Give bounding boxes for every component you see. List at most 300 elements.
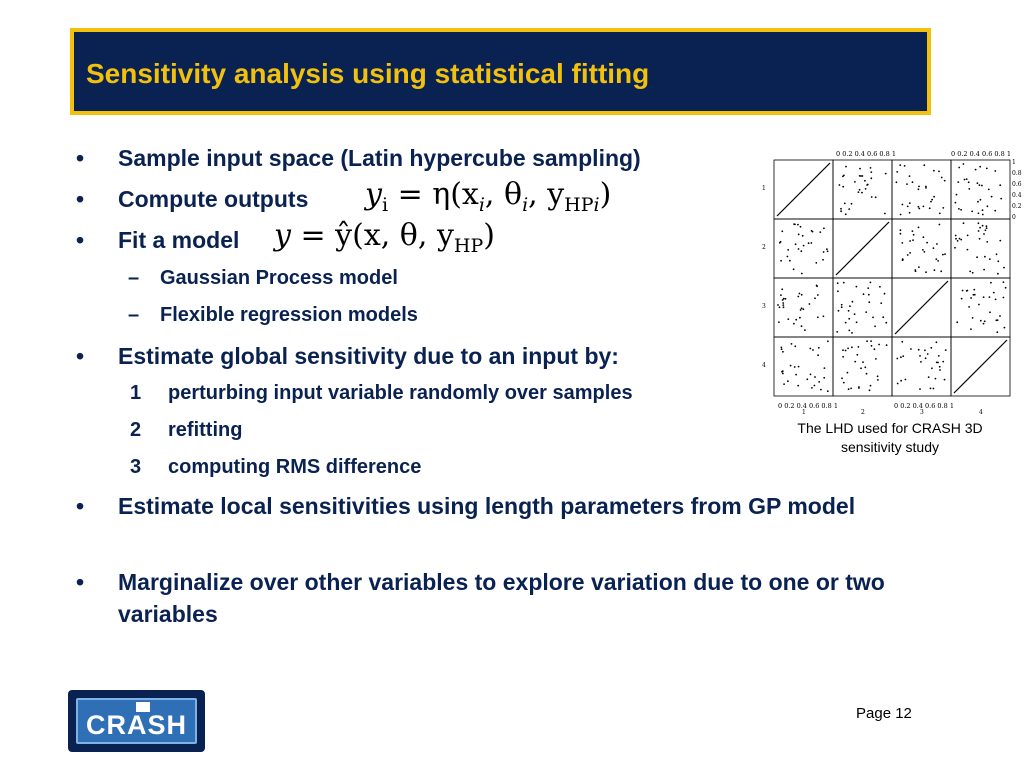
sample-point	[847, 348, 849, 350]
sample-point	[866, 340, 868, 342]
sample-point	[972, 272, 974, 274]
col-label: 3	[920, 409, 924, 416]
sample-point	[963, 163, 965, 165]
sample-point	[960, 209, 962, 211]
sample-point	[930, 388, 932, 390]
sample-point	[802, 308, 804, 310]
sample-point	[798, 248, 800, 250]
sample-point	[862, 361, 864, 363]
matrix-cell	[892, 337, 951, 396]
sample-point	[970, 328, 972, 330]
sample-point	[783, 383, 785, 385]
sample-point	[848, 318, 850, 320]
sample-point	[798, 234, 800, 236]
sample-point	[845, 322, 847, 324]
top-tick-labels: 0 0.2 0.4 0.6 0.8 1	[836, 150, 896, 158]
sample-point	[899, 164, 901, 166]
sample-point	[843, 382, 845, 384]
bullet-text: Compute outputs	[118, 186, 309, 212]
sample-point	[801, 307, 803, 309]
title-bar	[70, 28, 931, 115]
sample-point	[806, 378, 808, 380]
sample-point	[900, 356, 902, 358]
right-tick-label: 0.8	[1012, 170, 1022, 177]
sample-point	[867, 184, 869, 186]
sample-point	[840, 210, 842, 212]
sample-point	[896, 358, 898, 360]
sample-point	[779, 306, 781, 308]
compute-outputs-equation: $y_i = \eta(x_i$, $\theta_i$, $y_{HPi}$)	[365, 177, 612, 216]
sample-point	[982, 209, 984, 211]
sample-point	[924, 251, 926, 253]
sample-point	[787, 256, 789, 258]
bullet-text: Estimate global sensitivity due to an input by:	[118, 343, 619, 369]
sample-point	[859, 189, 861, 191]
col-label: 1	[802, 409, 806, 416]
sample-point	[818, 347, 820, 349]
sample-point	[997, 260, 999, 262]
sample-point	[823, 227, 825, 229]
bullet-marker: •	[76, 493, 85, 519]
sample-point	[819, 231, 821, 233]
sample-point	[868, 294, 870, 296]
sample-point	[944, 379, 946, 381]
right-tick-label: 0.4	[1012, 192, 1022, 199]
sample-point	[928, 376, 930, 378]
bullet-marker: •	[76, 145, 85, 171]
sample-point	[918, 188, 920, 190]
sample-point	[884, 213, 886, 215]
sample-point	[856, 286, 858, 288]
sample-point	[848, 330, 850, 332]
row-label: 3	[762, 303, 766, 310]
sample-point	[935, 258, 937, 260]
sample-point	[789, 260, 791, 262]
sample-point	[868, 301, 870, 303]
right-tick-label: 0.2	[1012, 203, 1022, 210]
sample-point	[793, 323, 795, 325]
sample-point	[877, 375, 879, 377]
sample-point	[996, 331, 998, 333]
sample-point	[956, 321, 958, 323]
sample-point	[970, 297, 972, 299]
logo-text: CRASH	[85, 710, 187, 740]
diagonal-line	[954, 340, 1007, 393]
sample-point	[801, 294, 803, 296]
sample-point	[838, 310, 840, 312]
sample-point	[900, 214, 902, 216]
sample-point	[968, 188, 970, 190]
sample-point	[781, 230, 783, 232]
sample-point	[812, 231, 814, 233]
sample-point	[783, 306, 785, 308]
sample-point	[856, 321, 858, 323]
sample-point	[938, 355, 940, 357]
sample-point	[878, 344, 880, 346]
sample-point	[781, 348, 783, 350]
sample-point	[990, 282, 992, 284]
sample-point	[885, 173, 887, 175]
sample-point	[957, 181, 959, 183]
sample-point	[871, 196, 873, 198]
sample-point	[944, 180, 946, 182]
bottom-tick-labels-right: 0 0.2 0.4 0.6 0.8 1	[894, 402, 954, 410]
sample-point	[987, 205, 989, 207]
sample-point	[851, 203, 853, 205]
sample-point	[801, 273, 803, 275]
bullet-text: Sample input space (Latin hypercube sampling)	[118, 145, 641, 171]
sample-point	[900, 233, 902, 235]
sample-point	[960, 239, 962, 241]
sample-point	[979, 166, 981, 168]
sample-point	[827, 390, 829, 392]
sample-point	[983, 269, 985, 271]
sample-point	[913, 234, 915, 236]
sample-point	[1004, 327, 1006, 329]
sample-point	[907, 206, 909, 208]
sample-point	[823, 315, 825, 317]
sample-point	[847, 372, 849, 374]
sample-point	[858, 346, 860, 348]
sample-point	[900, 229, 902, 231]
bullet-marker: •	[76, 186, 85, 212]
sample-point	[978, 222, 980, 224]
sample-point	[979, 238, 981, 240]
sample-point	[912, 239, 914, 241]
sample-point	[777, 304, 779, 306]
sample-point	[870, 385, 872, 387]
sample-point	[852, 301, 854, 303]
sample-point	[795, 243, 797, 245]
sample-point	[814, 376, 816, 378]
sample-point	[824, 367, 826, 369]
sample-point	[933, 388, 935, 390]
sample-point	[919, 388, 921, 390]
sample-point	[885, 322, 887, 324]
sample-point	[994, 170, 996, 172]
sample-point	[783, 298, 785, 300]
sample-point	[924, 349, 926, 351]
sample-point	[816, 285, 818, 287]
sample-point	[955, 202, 957, 204]
sample-point	[841, 377, 843, 379]
sample-point	[782, 302, 784, 304]
sample-point	[845, 166, 847, 168]
sample-point	[865, 188, 867, 190]
sample-point	[820, 389, 822, 391]
sample-point	[962, 290, 964, 292]
sample-point	[983, 323, 985, 325]
bullet-text: Marginalize over other variables to explore variation due to one or two variables	[118, 569, 885, 627]
sample-point	[870, 171, 872, 173]
sample-point	[826, 248, 828, 250]
sample-point	[809, 303, 811, 305]
sample-point	[823, 377, 825, 379]
matrix-cell	[951, 278, 1010, 337]
sample-point	[923, 206, 925, 208]
sample-point	[1003, 297, 1005, 299]
sample-point	[983, 296, 985, 298]
sample-point	[841, 306, 843, 308]
sample-point	[918, 227, 920, 229]
sample-point	[822, 259, 824, 261]
matrix-cell	[774, 337, 833, 396]
sample-point	[981, 185, 983, 187]
sample-point	[823, 251, 825, 253]
sample-point	[997, 319, 999, 321]
sample-point	[986, 168, 988, 170]
row-label: 1	[762, 185, 766, 192]
sample-point	[781, 347, 783, 349]
sample-point	[854, 313, 856, 315]
sample-point	[955, 235, 957, 237]
sample-point	[837, 290, 839, 292]
sample-point	[864, 180, 866, 182]
sample-point	[785, 298, 787, 300]
sample-point	[918, 186, 920, 188]
sample-point	[907, 254, 909, 256]
sample-point	[925, 271, 927, 273]
sample-point	[842, 356, 844, 358]
sample-point	[925, 187, 927, 189]
sample-point	[969, 271, 971, 273]
sample-point	[880, 302, 882, 304]
sample-point	[793, 268, 795, 270]
sample-point	[799, 293, 801, 295]
sample-point	[999, 240, 1001, 242]
sample-point	[931, 367, 933, 369]
sample-point	[817, 294, 819, 296]
sample-point	[815, 262, 817, 264]
bottom-tick-labels: 0 0.2 0.4 0.6 0.8 1	[778, 402, 838, 410]
sample-point	[800, 309, 802, 311]
sample-point	[986, 241, 988, 243]
sample-point	[797, 296, 799, 298]
sample-point	[781, 371, 783, 373]
sample-point	[902, 355, 904, 357]
sample-point	[794, 366, 796, 368]
sample-point	[782, 304, 784, 306]
sample-point	[810, 242, 812, 244]
right-tick-label: 1	[1012, 159, 1016, 166]
slide-title: Sensitivity analysis using statistical fitting	[86, 58, 650, 89]
sample-point	[840, 208, 842, 210]
sample-point	[802, 235, 804, 237]
sample-point	[999, 184, 1001, 186]
sample-point	[799, 317, 801, 319]
sample-point	[848, 208, 850, 210]
sample-point	[939, 213, 941, 215]
sample-point	[801, 325, 803, 327]
sample-point	[980, 320, 982, 322]
matrix-cell	[892, 219, 951, 278]
sample-point	[810, 374, 812, 376]
sample-point	[993, 292, 995, 294]
sample-point	[961, 298, 963, 300]
sample-point	[954, 247, 956, 249]
sample-point	[909, 252, 911, 254]
lhd-scatter-matrix	[756, 148, 1024, 416]
sample-point	[964, 179, 966, 181]
sample-point	[997, 273, 999, 275]
sample-point	[866, 373, 868, 375]
sample-point	[942, 207, 944, 209]
logo-panel	[76, 698, 197, 744]
sample-point	[842, 349, 844, 351]
sample-point	[918, 266, 920, 268]
sample-point	[942, 361, 944, 363]
sample-point	[902, 258, 904, 260]
sample-point	[872, 317, 874, 319]
sample-point	[870, 340, 872, 342]
sample-point	[851, 332, 853, 334]
sample-point	[790, 365, 792, 367]
sample-point	[986, 227, 988, 229]
sample-point	[839, 184, 841, 186]
bullet-text: Estimate local sensitivities using length parameters from GP model	[118, 493, 856, 519]
sample-point	[863, 293, 865, 295]
sample-point	[1003, 267, 1005, 269]
sample-point	[933, 196, 935, 198]
sample-point	[918, 349, 920, 351]
sample-point	[999, 315, 1001, 317]
sample-point	[875, 196, 877, 198]
sample-point	[978, 304, 980, 306]
sample-point	[910, 348, 912, 350]
sample-point	[982, 225, 984, 227]
matrix-cell	[833, 160, 892, 219]
sample-point	[800, 226, 802, 228]
sample-point	[986, 225, 988, 227]
sample-point	[850, 388, 852, 390]
sample-point	[896, 181, 898, 183]
right-tick-label: 0	[1012, 214, 1016, 221]
sample-point	[842, 186, 844, 188]
sample-point	[797, 224, 799, 226]
bullet-text: Fit a model	[118, 227, 240, 253]
sample-point	[882, 316, 884, 318]
sample-point	[939, 366, 941, 368]
sample-point	[982, 214, 984, 216]
sample-point	[966, 178, 968, 180]
sample-point	[927, 353, 929, 355]
sample-point	[937, 362, 939, 364]
sample-point	[902, 204, 904, 206]
sample-point	[779, 242, 781, 244]
sample-point	[936, 243, 938, 245]
sample-point	[989, 296, 991, 298]
sample-point	[973, 294, 975, 296]
sample-point	[818, 381, 820, 383]
sample-point	[919, 355, 921, 357]
sample-point	[931, 199, 933, 201]
sample-point	[867, 287, 869, 289]
sample-point	[794, 224, 796, 226]
sample-point	[848, 388, 850, 390]
sample-point	[797, 385, 799, 387]
sample-point	[870, 177, 872, 179]
sample-point	[979, 227, 981, 229]
sample-point	[808, 242, 810, 244]
sample-point	[791, 343, 793, 345]
sample-point	[814, 385, 816, 387]
sample-point	[956, 194, 958, 196]
sample-point	[795, 319, 797, 321]
sample-point	[787, 380, 789, 382]
sample-point	[984, 320, 986, 322]
sample-point	[935, 378, 937, 380]
sample-point	[945, 349, 947, 351]
sample-point	[967, 249, 969, 251]
sample-point	[886, 344, 888, 346]
sample-point	[858, 191, 860, 193]
sample-point	[787, 318, 789, 320]
sample-point	[941, 177, 943, 179]
sample-point	[904, 165, 906, 167]
sample-point	[860, 175, 862, 177]
sample-point	[781, 288, 783, 290]
sample-point	[841, 304, 843, 306]
sample-point	[996, 253, 998, 255]
sample-point	[922, 249, 924, 251]
row-label: 2	[762, 244, 766, 251]
sample-point	[817, 316, 819, 318]
sample-point	[976, 256, 978, 258]
sample-point	[940, 270, 942, 272]
sample-point	[920, 361, 922, 363]
sample-point	[804, 329, 806, 331]
sample-point	[843, 175, 845, 177]
sample-point	[901, 242, 903, 244]
sample-point	[856, 354, 858, 356]
bullet-marker: •	[76, 569, 85, 595]
sample-point	[794, 345, 796, 347]
sample-point	[897, 383, 899, 385]
sample-point	[1003, 281, 1005, 283]
sample-point	[934, 269, 936, 271]
sample-point	[930, 347, 932, 349]
sample-point	[778, 321, 780, 323]
sample-point	[909, 240, 911, 242]
sample-point	[938, 171, 940, 173]
sample-point	[937, 260, 939, 262]
top-tick-labels-right: 0 0.2 0.4 0.6 0.8 1	[951, 150, 1011, 158]
sample-point	[1000, 198, 1002, 200]
sample-point	[812, 349, 814, 351]
sample-point	[975, 169, 977, 171]
sample-point	[780, 294, 782, 296]
sample-point	[955, 238, 957, 240]
sample-point	[854, 181, 856, 183]
sample-point	[984, 256, 986, 258]
sample-point	[811, 387, 813, 389]
sample-point	[939, 369, 941, 371]
sample-point	[963, 222, 965, 224]
sample-point	[985, 229, 987, 231]
sample-point	[988, 189, 990, 191]
sample-point	[925, 357, 927, 359]
sample-point	[980, 199, 982, 201]
sample-point	[803, 245, 805, 247]
sample-point	[814, 297, 816, 299]
sample-point	[967, 290, 969, 292]
sample-point	[884, 293, 886, 295]
sample-point	[800, 250, 802, 252]
sample-point	[849, 305, 851, 307]
sample-point	[926, 242, 928, 244]
bullet-marker: •	[76, 343, 85, 369]
sample-point	[968, 181, 970, 183]
